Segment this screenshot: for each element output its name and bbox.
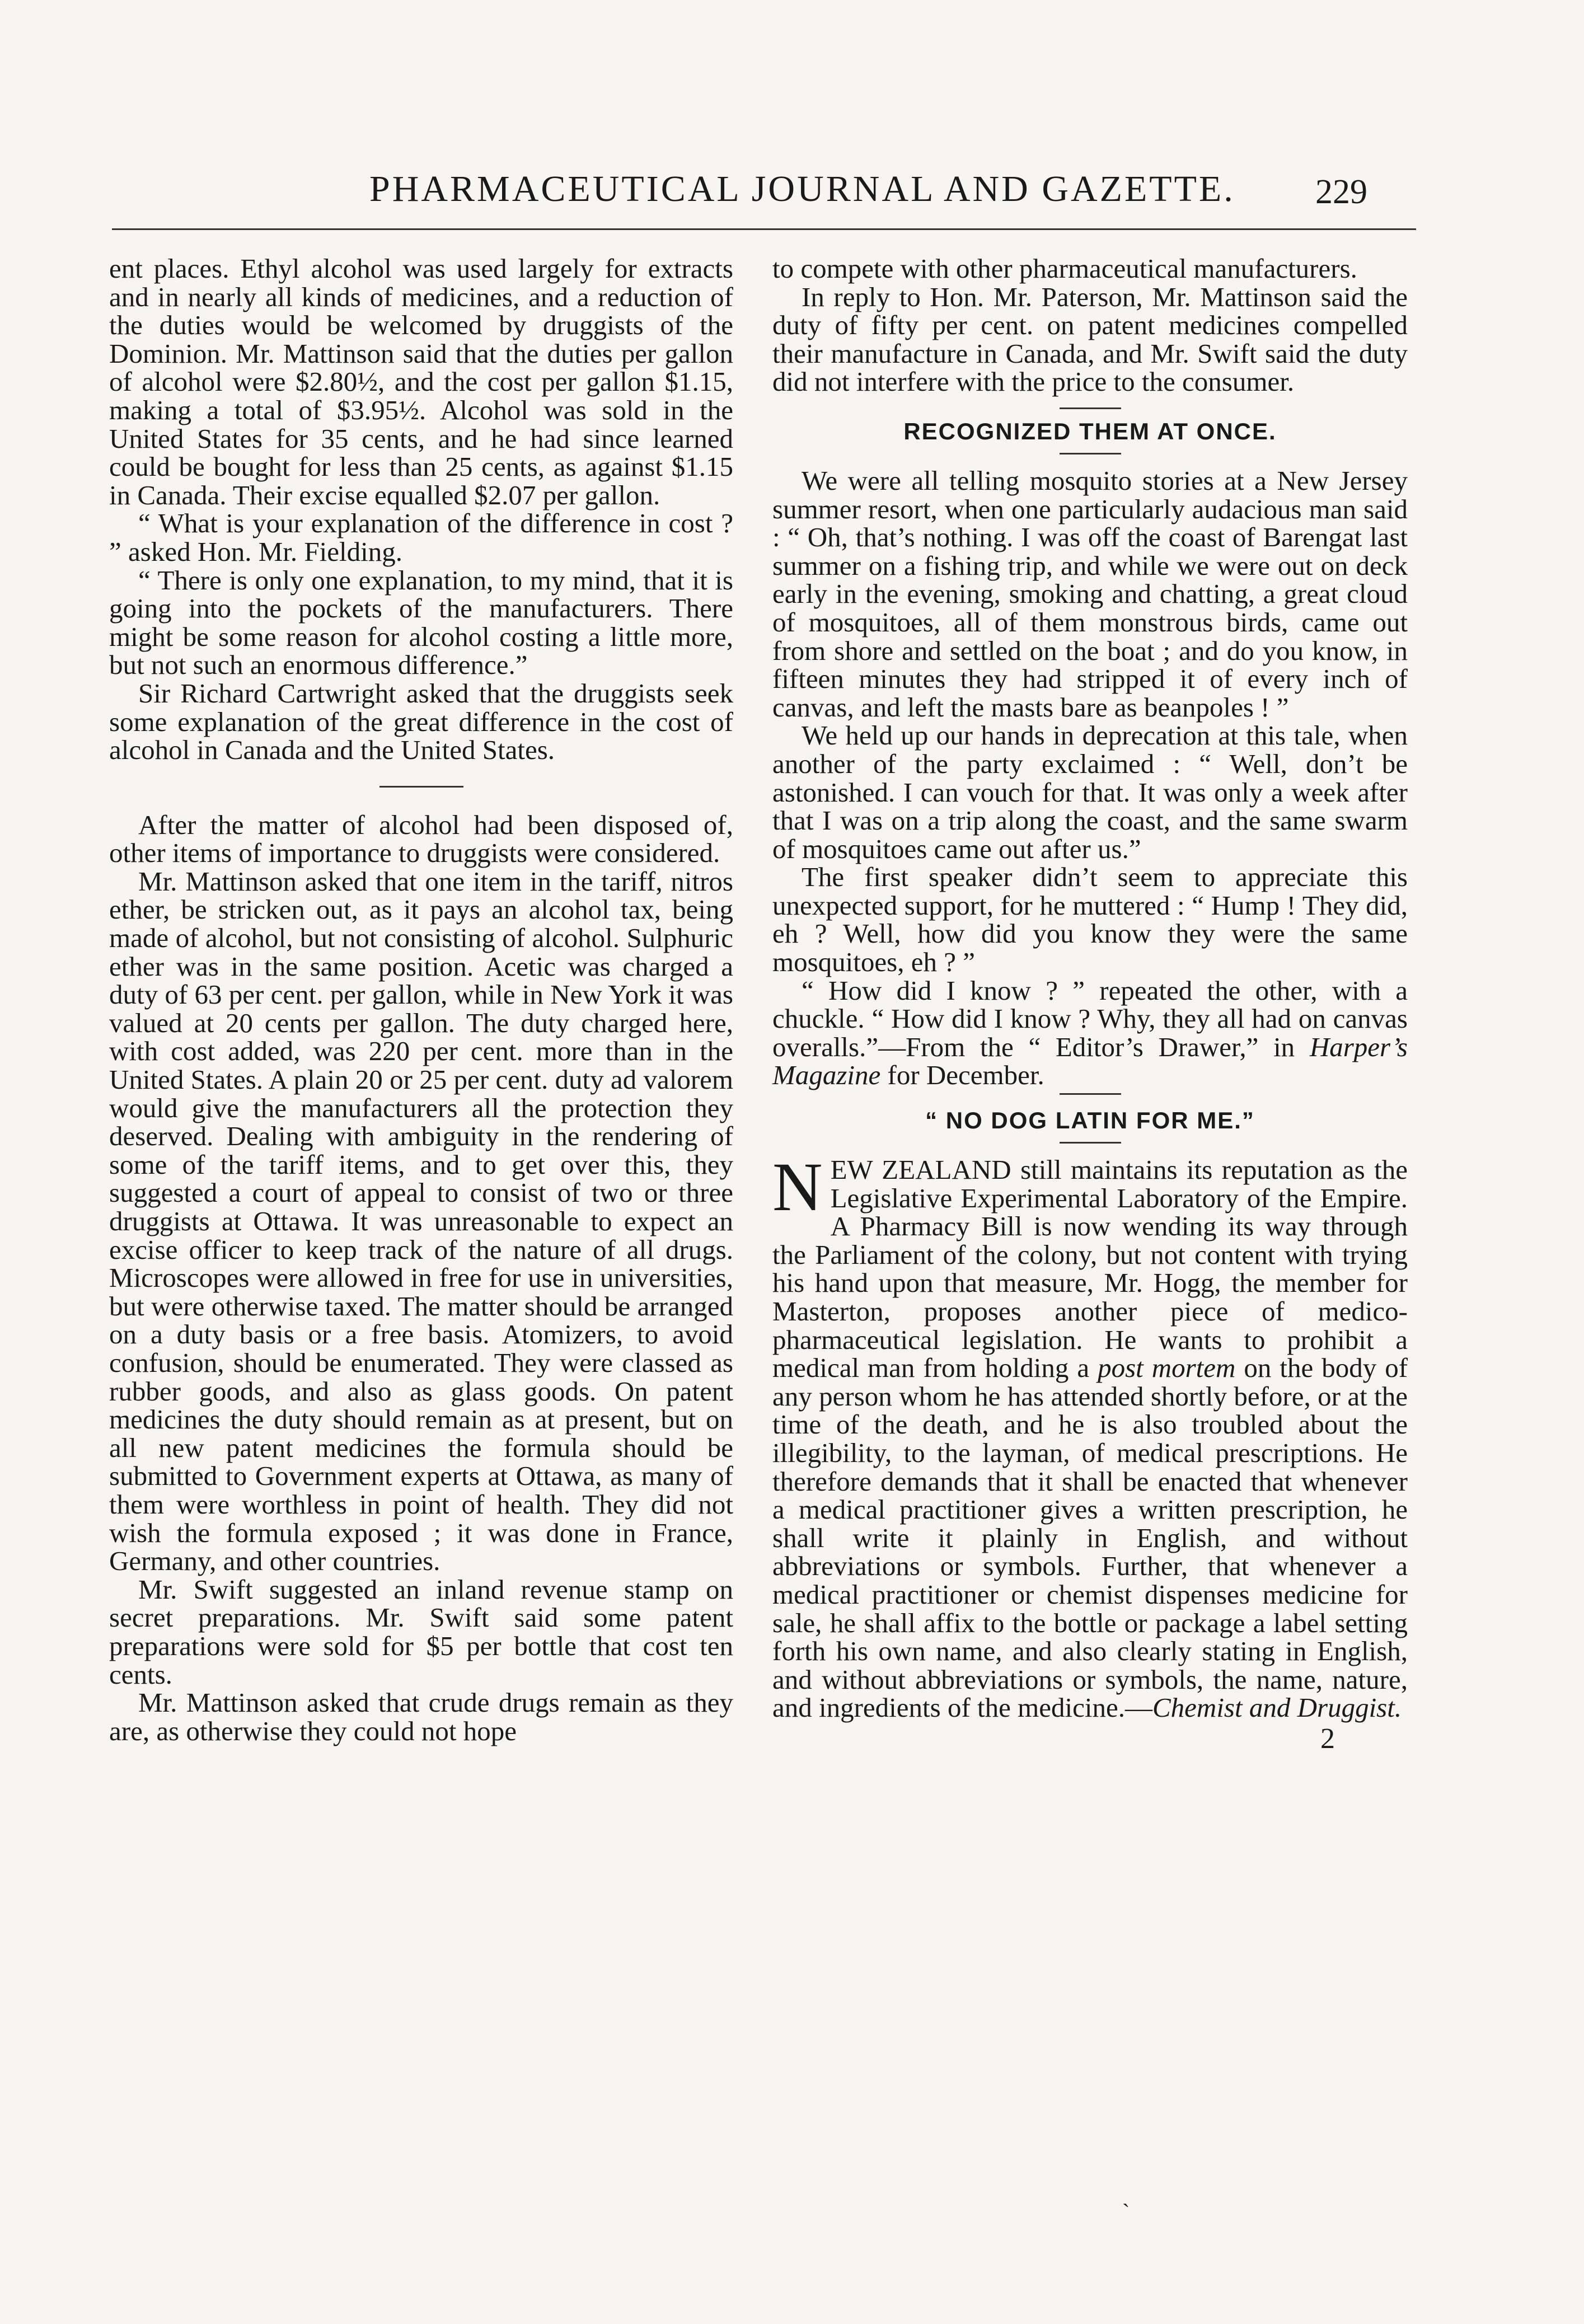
- paragraph: In reply to Hon. Mr. Paterson, Mr. Mattinson said the duty of fifty per cent. on patent medicines compelled their manufacture in Canada, and Mr. Swift said the duty did not interfere with the price to the consumer.: [772, 281, 1408, 397]
- paragraph: “ There is only one explanation, to my mind, that it is going into the pockets of the manufacturers. There might be some reason for alcohol costing a little more, but not such an enormous difference.”: [109, 564, 733, 681]
- page-header: [0, 168, 1584, 235]
- paragraph: We held up our hands in deprecation at this tale, when another of the party exclaimed : “ Well, don’t be astonished. I can vouch for that. It was only a week after that I was on a trip along the coast, and the same swarm of mosquitoes came out after us.”: [772, 720, 1408, 864]
- header-rule: [112, 228, 1416, 230]
- right-column: [772, 255, 1408, 1756]
- paragraph: [772, 974, 1408, 1091]
- source-citation: Chemist and Druggist.: [1152, 1692, 1402, 1723]
- signature-mark: 2: [1320, 1722, 1335, 1755]
- stray-mark: ˋ: [1122, 2199, 1130, 2224]
- story-text: EW ZEALAND still maintains its reputation as the Legislative Experimental Laboratory of the Empire. A Pharmacy Bill is now wending its way through the Parliament of the colony, but not content with trying his hand upon that measure, Mr. Hogg, the member for Masterton, proposes another piece of medico-pharmaceutical legislation. He wants to prohibit a medical man from holding a: [772, 1154, 1408, 1384]
- paragraph: After the matter of alcohol had been disposed of, other items of importance to druggists were considered.: [109, 809, 733, 869]
- paragraph: We were all telling mosquito stories at a New Jersey summer resort, when one particularly audacious man said : “ Oh, that’s nothing. I was off the coast of Barengat last summer on a fishing trip, and while we were out on deck early in the evening, smoking and chatting, a great cloud of mosquitoes, all of them monstrous birds, came out from shore and settled on the boat ; and do you know, in fifteen minutes they had stripped it of every inch of canvas, and left the masts bare as beanpoles ! ”: [772, 465, 1408, 723]
- paragraph: Sir Richard Cartwright asked that the druggists seek some explanation of the great difference in the cost of alcohol in Canada and the United States.: [109, 677, 733, 766]
- paragraph: The first speaker didn’t seem to appreciate this unexpected support, for he muttered : “ Hump ! They did, eh ? Well, how did you know they were the same mosquitoes, eh ? ”: [772, 861, 1408, 978]
- paragraph: ent places. Ethyl alcohol was used largely for extracts and in nearly all kinds of medicines, and a reduction of the duties would be welcomed by druggists of the Dominion. Mr. Mattinson said that the duties per gallon of alcohol were $2.80½, and the cost per gallon $1.15, making a total of $3.95½. Alcohol was sold in the United States for 35 cents, and he had since learned could be bought for less than 25 cents, as against $1.15 in Canada. Their excise equalled $2.07 per gallon.: [109, 253, 733, 510]
- headline-recognized: RECOGNIZED THEM AT ONCE.: [903, 418, 1277, 444]
- italic-term: post mortem: [1098, 1352, 1236, 1384]
- section-divider: [1060, 407, 1121, 409]
- section-divider: [379, 786, 463, 788]
- paragraph: [772, 1149, 1408, 1723]
- headline-rule: [1060, 1142, 1121, 1144]
- story-text: on the body of any person whom he has attended shortly before, or at the time of the death, and he is also troubled about the illegibility, to the layman, of medical prescriptions. He therefore demands that it shall be enacted that whenever a medical practitioner gives a written prescription, he shall write it plainly in English, and without abbreviations or symbols. Further, that whenever a medical practitioner or chemist dispenses medicine for sale, he shall affix to the bottle or package a label setting forth his own name, and also clearly stating in English, and without abbreviations or symbols, the name, nature, and ingredients of the medicine.—: [772, 1352, 1408, 1723]
- paragraph: “ What is your explanation of the difference in cost ? ” asked Hon. Mr. Fielding.: [109, 508, 733, 567]
- paragraph: Mr. Mattinson asked that crude drugs remain as they are, as otherwise they could not hope: [109, 1687, 733, 1746]
- headline-rule: [1060, 453, 1121, 455]
- section-divider: [1060, 1093, 1121, 1095]
- paragraph: Mr. Swift suggested an inland revenue stamp on secret preparations. Mr. Swift said some patent preparations were sold for $5 per bottle that cost ten cents.: [109, 1573, 733, 1690]
- quote-text: “ How did I know ? ” repeated the other, with a chuckle. “ How did I know ? Why, they all had on canvas overalls.”—From the “ Editor’s Drawer,” in: [772, 974, 1408, 1062]
- left-column: [109, 255, 733, 1745]
- headline-dog-latin: “ NO DOG LATIN FOR ME.”: [925, 1107, 1255, 1134]
- drop-cap: N: [772, 1149, 823, 1226]
- running-title: PHARMACEUTICAL JOURNAL AND GAZETTE.: [369, 168, 1235, 209]
- page-number: 229: [1315, 173, 1367, 211]
- paragraph: Mr. Mattinson asked that one item in the tariff, nitros ether, be stricken out, as it pays an alcohol tax, being made of alcohol, but not consisting of alcohol. Sulphuric ether was in the same position. Acetic was charged a duty of 63 per cent. per gallon, while in New York it was valued at 20 cents per gallon. The duty charged here, with cost added, was 220 per cent. more than in the United States. A plain 20 or 25 per cent. duty ad valorem would give the manufacturers all the protection they deserved. Dealing with ambiguity in the rendering of some of the tariff items, and to get over this, they suggested a court of appeal to consist of two or three druggists at Ottawa. It was unreasonable to expect an excise officer to keep track of the nature of all drugs. Microscopes were allowed in free for use in universities, but were otherwise taxed. The matter should be arranged on a duty basis or a free basis. Atomizers, to avoid confusion, should be enumerated. They were classed as rubber goods, and also as glass goods. On patent medicines the duty should remain as at present, but on all new patent medicines the formula should be submitted to Government experts at Ottawa, as many of them were worthless in point of health. They did not wish the formula exposed ; it was done in France, Germany, and other countries.: [109, 865, 733, 1577]
- quote-text-end: for December.: [887, 1060, 1044, 1091]
- paragraph: to compete with other pharmaceutical manufacturers.: [772, 253, 1357, 284]
- magazine-title: Harper’s Magazine: [772, 1031, 1408, 1091]
